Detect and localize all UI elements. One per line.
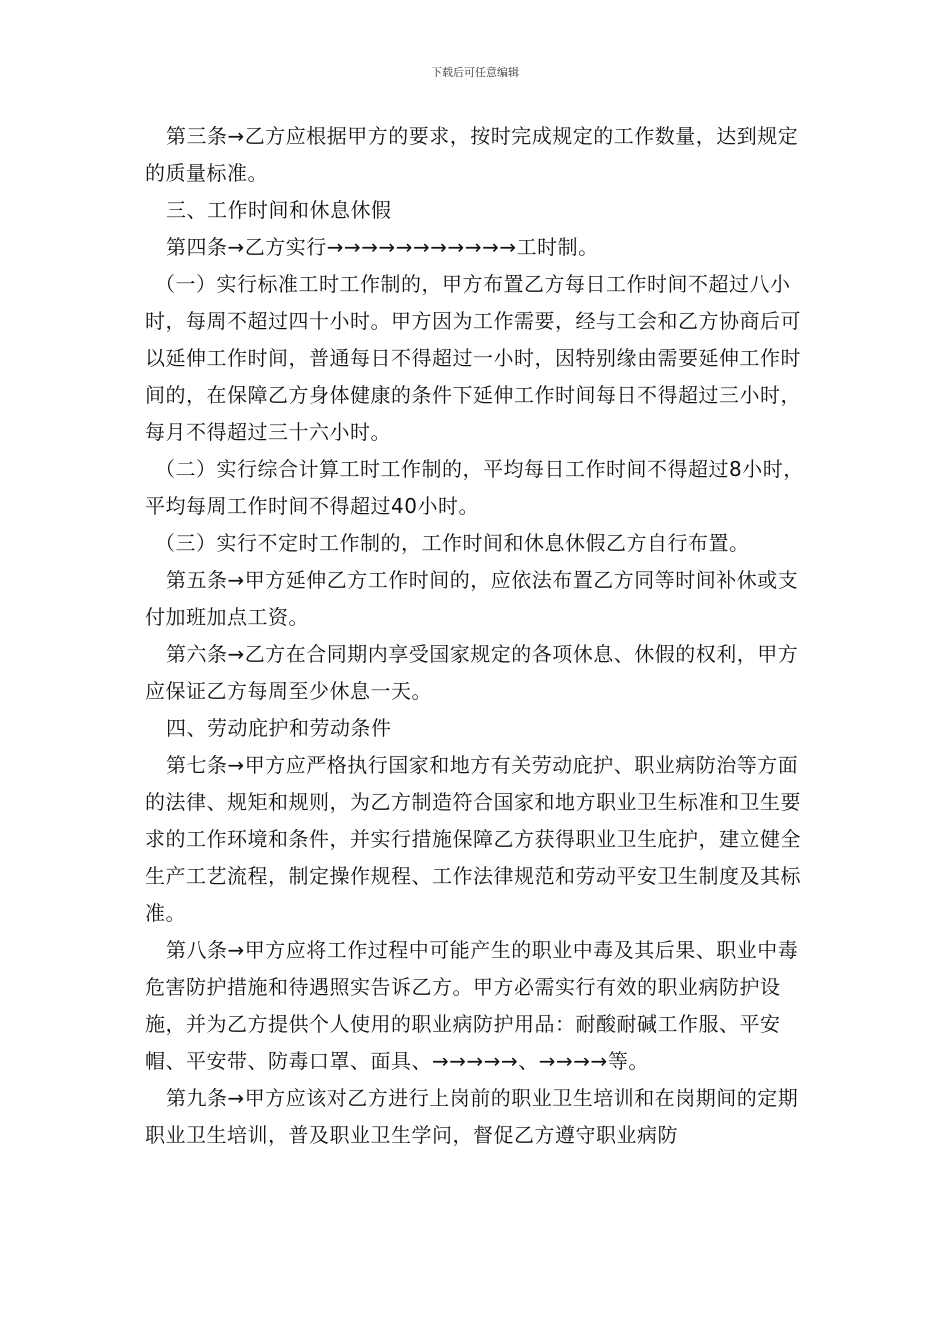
- article-6-paragraph: 第六条→乙方在合同期内享受国家规定的各项休息、休假的权利，甲方应保证乙方每周至少休息一天。: [145, 642, 799, 703]
- article-7-paragraph: 第七条→甲方应严格执行国家和地方有关劳动庇护、职业病防治等方面的法律、规矩和规则，为乙方制造符合国家和地方职业卫生标准和卫生要求的工作环境和条件，并实行措施保障乙方获得职业卫生庇护，建立健全生产工艺流程，制定操作规程、工作法律规范和劳动平安卫生制度及其标准。: [145, 753, 801, 925]
- article-4-paragraph: 第四条→乙方实行→→→→→→→→→→→工时制。: [166, 235, 599, 259]
- document-body: [145, 118, 810, 1154]
- clause-3-paragraph: （三）实行不定时工作制的，工作时间和休息休假乙方自行布置。: [155, 531, 750, 555]
- section-heading-4: 四、劳动庇护和劳动条件: [166, 716, 392, 740]
- article-3-paragraph: 第三条→乙方应根据甲方的要求，按时完成规定的工作数量，达到规定的质量标准。: [145, 124, 799, 185]
- clause-2-paragraph: （二）实行综合计算工时工作制的，平均每日工作时间不得超过8小时，平均每周工作时间不得超过40小时。: [145, 457, 804, 518]
- article-9-paragraph: 第九条→甲方应该对乙方进行上岗前的职业卫生培训和在岗期间的定期职业卫生培训，普及职业卫生学问，督促乙方遵守职业病防: [145, 1086, 799, 1147]
- article-8-paragraph: 第八条→甲方应将工作过程中可能产生的职业中毒及其后果、职业中毒危害防护措施和待遇照实告诉乙方。甲方必需实行有效的职业病防护设施，并为乙方提供个人使用的职业病防护用品：耐酸耐碱工作服、平安帽、平安带、防毒口罩、面具、→→→→→、→→→→等。: [145, 938, 799, 1073]
- clause-1-paragraph: （一）实行标准工时工作制的，甲方布置乙方每日工作时间不超过八小时，每周不超过四十小时。甲方因为工作需要，经与工会和乙方协商后可以延伸工作时间，普通每日不得超过一小时，因特别缘由需要延伸工作时间的，在保障乙方身体健康的条件下延伸工作时间每日不得超过三小时，每月不得超过三十六小时。: [145, 272, 801, 444]
- page-header: 下载后可任意编辑: [431, 66, 519, 79]
- section-heading-3: 三、工作时间和休息休假: [166, 198, 392, 222]
- article-5-paragraph: 第五条→甲方延伸乙方工作时间的，应依法布置乙方同等时间补休或支付加班加点工资。: [145, 568, 799, 629]
